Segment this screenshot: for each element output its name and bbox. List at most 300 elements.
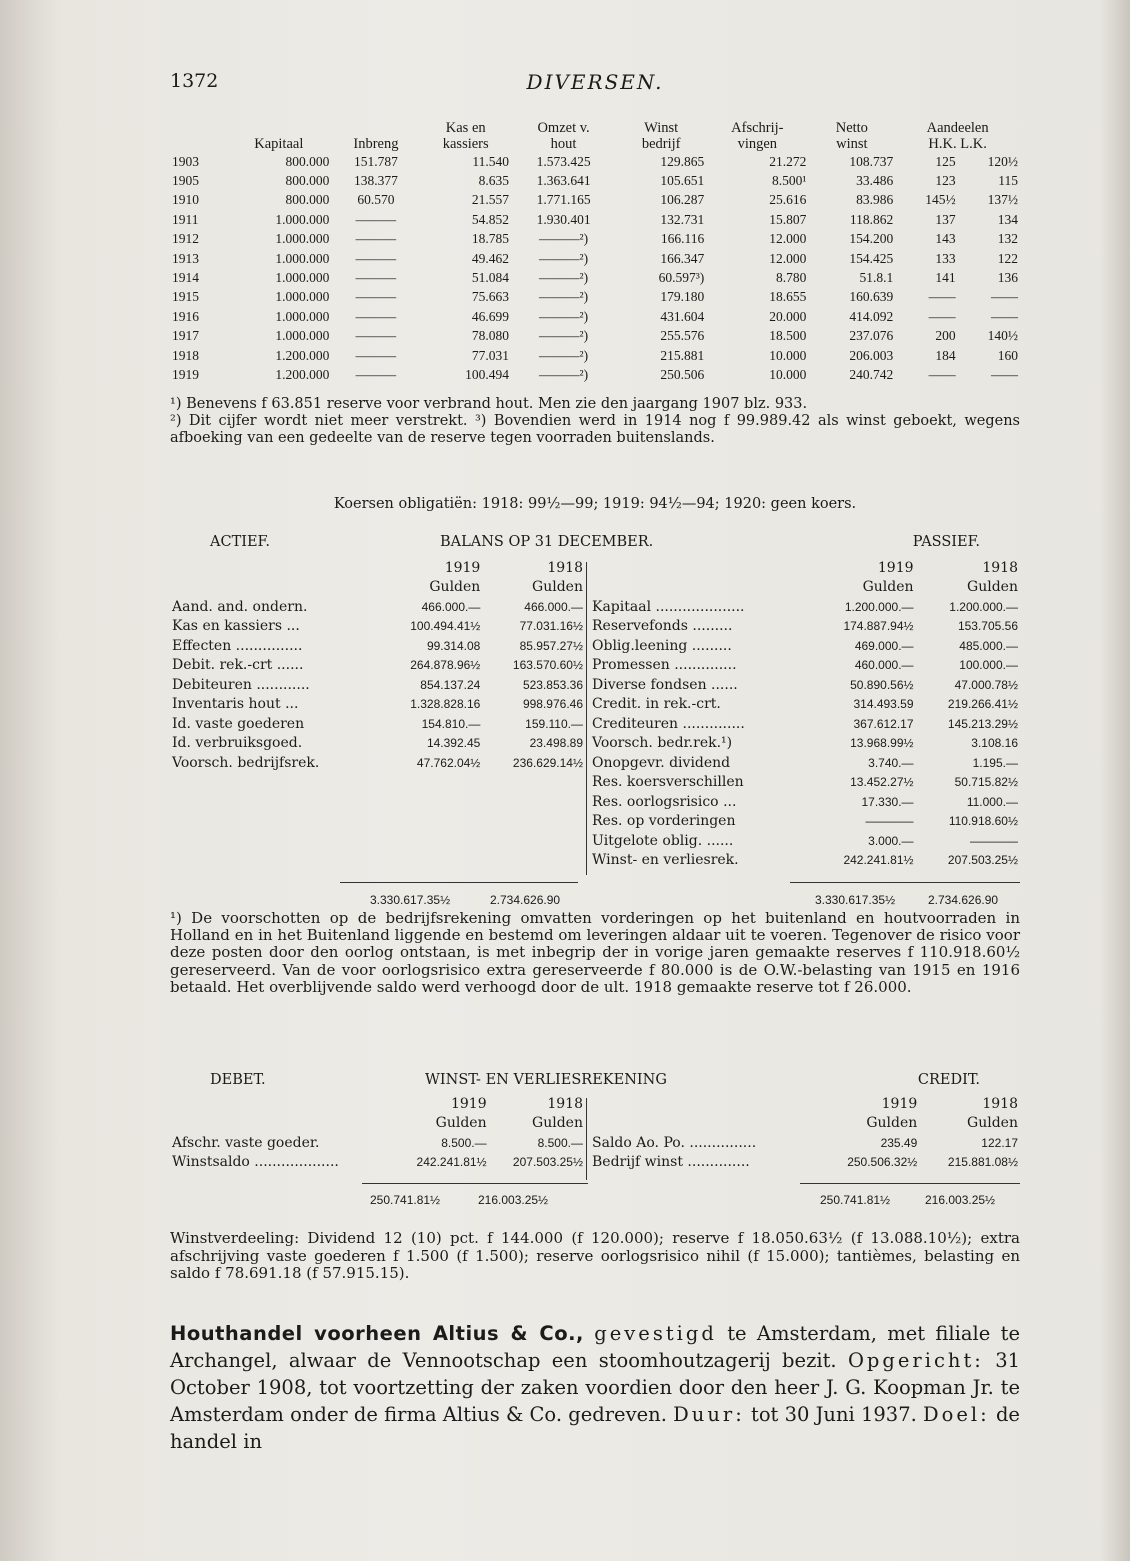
table-cell: 25.616 xyxy=(769,192,807,208)
item-value-1918: 3.108.16 xyxy=(971,736,1018,751)
item-value-1919: 264.878.96½ xyxy=(410,658,481,673)
table-cell: —— xyxy=(991,366,1018,382)
table-cell: 60.570 xyxy=(357,192,395,208)
history-table xyxy=(170,120,1020,385)
table-cell: 10.000 xyxy=(769,366,807,382)
debet-title: DEBET. xyxy=(210,1072,266,1088)
item-value-1918: 236.629.14½ xyxy=(512,755,583,770)
header-line-2: hout xyxy=(550,136,577,152)
currency-label: Gulden xyxy=(435,1115,487,1132)
item-value-1918: 485.000.— xyxy=(959,638,1018,653)
table-cell: 1910 xyxy=(172,192,199,208)
table-cell: 160 xyxy=(997,347,1018,363)
table-cell: 8.635 xyxy=(478,173,509,189)
header-line-2: winst xyxy=(836,136,868,152)
item-value-1918: 50.715.82½ xyxy=(954,775,1018,790)
list-item xyxy=(590,753,1020,773)
table-cell: 11.540 xyxy=(472,153,509,169)
currency-label: Gulden xyxy=(532,1115,583,1132)
currency-label: Gulden xyxy=(967,579,1018,596)
table-cell: 134 xyxy=(997,211,1018,227)
table-cell: 250.506 xyxy=(660,366,705,382)
page-header xyxy=(170,70,1020,100)
item-value-1919: 17.330.— xyxy=(861,794,914,809)
koersen-line: Koersen obligatiën: 1918: 99½—99; 1919: 94½—94; 1920: geen koers. xyxy=(333,496,857,512)
item-value-1919: 250.506.32½ xyxy=(847,1155,918,1170)
pl-titles xyxy=(170,1072,1020,1092)
item-value-1919: ———— xyxy=(865,814,914,829)
currency-label: Gulden xyxy=(532,579,583,596)
table-cell: ———²) xyxy=(539,231,589,247)
header-line-2: Kapitaal xyxy=(254,136,304,152)
table-row xyxy=(170,327,1020,346)
table-cell: 105.651 xyxy=(660,173,705,189)
table-cell: 20.000 xyxy=(769,308,807,324)
table-cell: 1903 xyxy=(172,153,199,169)
table-cell: ———²) xyxy=(539,289,589,305)
table-cell: 800.000 xyxy=(285,173,330,189)
opgericht-label: Opgericht: xyxy=(847,1349,984,1372)
pl-title: WINST- EN VERLIESREKENING xyxy=(425,1072,667,1088)
company-text-1: te Amsterdam, met filiale te Archangel, alwaar de Vennootschap een stoomhoutzagerij bezit. xyxy=(170,1322,1020,1372)
table-cell: ———²) xyxy=(539,347,589,363)
table-cell: 12.000 xyxy=(769,250,807,266)
table-cell: 154.200 xyxy=(849,231,894,247)
table-cell: 51.084 xyxy=(471,270,509,286)
item-label: Res. op vorderingen xyxy=(592,813,736,830)
table-cell: ———²) xyxy=(539,328,589,344)
table-cell: 54.852 xyxy=(471,211,509,227)
table-row xyxy=(170,346,1020,365)
table-cell: 145½ xyxy=(925,192,956,208)
table-cell: 1.000.000 xyxy=(275,289,330,305)
history-table-body xyxy=(170,152,1020,385)
table-cell: ——— xyxy=(355,328,397,344)
list-item xyxy=(590,1153,1020,1173)
item-value-1919: 100.494.41½ xyxy=(410,619,481,634)
table-cell: 137½ xyxy=(987,192,1018,208)
balance-titles xyxy=(170,534,1020,554)
year-1918: 1918 xyxy=(982,1095,1018,1112)
table-cell: 15.807 xyxy=(769,211,807,227)
item-value-1918: ———— xyxy=(970,833,1018,848)
list-item xyxy=(170,617,585,637)
item-value-1919: 3.000.— xyxy=(868,833,914,848)
item-value-1919: 47.762.04½ xyxy=(416,755,481,770)
table-cell: 137 xyxy=(935,211,956,227)
item-value-1918: 207.503.25½ xyxy=(512,1155,583,1170)
item-label: Afschr. vaste goeder. xyxy=(172,1134,320,1151)
item-value-1918: 159.110.— xyxy=(525,716,583,731)
table-cell: ———²) xyxy=(539,308,589,324)
table-cell: 140½ xyxy=(987,328,1018,344)
debet-table xyxy=(170,1094,585,1172)
history-table-header xyxy=(170,120,1020,152)
item-value-1919: 466.000.— xyxy=(421,599,481,614)
list-item xyxy=(590,695,1020,715)
table-cell: 18.655 xyxy=(769,289,807,305)
table-cell: 1913 xyxy=(172,250,199,266)
header-line-1: Winst xyxy=(644,120,679,136)
table-cell: 206.003 xyxy=(849,347,894,363)
list-item xyxy=(170,1153,585,1173)
table-row xyxy=(170,268,1020,287)
year-1919: 1919 xyxy=(450,1095,487,1112)
table-cell: 18.785 xyxy=(471,231,509,247)
table-cell: ——— xyxy=(355,347,397,363)
history-col-header xyxy=(895,120,1020,152)
table-cell: —— xyxy=(991,308,1018,324)
table-cell: 1.200.000 xyxy=(275,347,330,363)
table-cell: ——— xyxy=(355,308,397,324)
item-value-1918: 122.17 xyxy=(981,1135,1018,1150)
item-value-1919: 3.740.— xyxy=(868,755,914,770)
item-label: Res. oorlogsrisico ... xyxy=(592,793,737,810)
list-item xyxy=(590,597,1020,617)
table-cell: ——— xyxy=(355,231,397,247)
rule xyxy=(800,1183,1020,1184)
footnote-balance: ¹) De voorschotten op de bedrijfsrekening omvatten vorderingen op het buitenland en houtvoorraden in Holland en in het Buitenland liggende en bestemd om leveringen aldaar uit te voeren. Tegenover de risico voor deze posten door den oorlog ontstaan, is met inbegrip der in vorige jaren gemaakte reserves f 110.918.60½ gereserveerd. Van de voor oorlogsrisico extra gereserveerde f 80.000 is de O.W.-belasting van 1915 en 1916 betaald. Het overblijvende saldo werd verhoogd door de ult. 1918 gemaakte reserve tot f 26.000. xyxy=(170,909,1020,996)
table-cell: —— xyxy=(928,366,956,382)
item-value-1918: 110.918.60½ xyxy=(948,814,1018,829)
table-cell: 78.080 xyxy=(471,328,509,344)
table-cell: 200 xyxy=(935,328,956,344)
item-label: Onopgevr. dividend xyxy=(592,754,731,771)
company-text-2: 31 October 1908, tot voortzetting der zaken voordien door den heer J. G. Koopman Jr. te Amsterdam onder de firma Altius & Co. gedreven. xyxy=(170,1349,1021,1426)
gevestigd-label: gevestigd xyxy=(594,1322,717,1345)
item-value-1918: 163.570.60½ xyxy=(512,658,583,673)
credit-total-1918: 216.003.25½ xyxy=(925,1193,996,1207)
rule xyxy=(790,882,1020,883)
footnote-2-3: ²) Dit cijfer wordt niet meer verstrekt. ³) Bovendien werd in 1914 nog f 99.989.42 als winst geboekt, wegens afboeking van een gedeelte van de reserve tegen voorraden buitenslands. xyxy=(170,413,1020,446)
table-cell: ———²) xyxy=(539,270,589,286)
balance-divider xyxy=(586,562,587,875)
item-value-1919: 314.493.59 xyxy=(853,697,914,712)
table-cell: 414.092 xyxy=(849,308,894,324)
passief-total-1919: 3.330.617.35½ xyxy=(815,893,896,907)
table-cell: 120½ xyxy=(987,153,1018,169)
table-cell: 1.000.000 xyxy=(275,231,330,247)
table-cell: 240.742 xyxy=(849,366,894,382)
debet-total-1918: 216.003.25½ xyxy=(478,1193,549,1207)
item-label: Res. koersverschillen xyxy=(592,774,744,791)
table-cell: 1.200.000 xyxy=(275,366,330,382)
header-line-2: Inbreng xyxy=(353,136,399,152)
year-1919: 1919 xyxy=(881,1095,918,1112)
table-cell: 1.000.000 xyxy=(275,211,330,227)
list-item xyxy=(590,812,1020,832)
table-row xyxy=(170,152,1020,171)
item-value-1918: 47.000.78½ xyxy=(954,677,1018,692)
table-cell: 1911 xyxy=(172,211,199,227)
table-cell: 255.576 xyxy=(660,328,705,344)
table-cell: 141 xyxy=(935,270,956,286)
table-cell: 108.737 xyxy=(849,153,894,169)
table-cell: ——— xyxy=(355,366,397,382)
header-line-2: bedrijf xyxy=(641,136,681,152)
history-col-header xyxy=(808,120,895,152)
table-cell: 60.597³) xyxy=(658,270,705,286)
table-cell: 166.347 xyxy=(660,250,705,266)
item-value-1918: 8.500.— xyxy=(537,1135,583,1150)
table-cell: 136 xyxy=(997,270,1018,286)
item-value-1919: 1.200.000.— xyxy=(844,599,914,614)
table-cell: 1.573.425 xyxy=(536,153,591,169)
table-cell: 800.000 xyxy=(285,153,330,169)
history-col-header xyxy=(170,120,226,152)
history-col-header xyxy=(616,120,706,152)
item-label: Diverse fondsen ...... xyxy=(592,676,738,693)
item-label: Debit. rek.-crt ...... xyxy=(172,657,304,674)
table-cell: ———²) xyxy=(539,250,589,266)
credit-table xyxy=(590,1094,1020,1172)
item-value-1918: 466.000.— xyxy=(524,599,583,614)
item-value-1919: 242.241.81½ xyxy=(416,1155,487,1170)
table-cell: 138.377 xyxy=(353,173,398,189)
year-1918: 1918 xyxy=(547,1095,583,1112)
item-label: Kas en kassiers ... xyxy=(172,618,300,635)
history-col-header xyxy=(420,120,511,152)
list-item xyxy=(590,792,1020,812)
table-cell: 431.604 xyxy=(660,308,705,324)
list-item xyxy=(590,675,1020,695)
item-label: Reservefonds ......... xyxy=(592,618,733,635)
credit-title: CREDIT. xyxy=(917,1072,980,1088)
table-cell: 83.986 xyxy=(856,192,894,208)
list-item xyxy=(170,1133,585,1153)
table-cell: 18.500 xyxy=(769,328,807,344)
table-cell: ———²) xyxy=(539,366,589,382)
item-value-1918: 77.031.16½ xyxy=(519,619,583,634)
table-cell: —— xyxy=(991,289,1018,305)
item-label: Winstsaldo ................... xyxy=(172,1154,339,1171)
actief-total-1918: 2.734.626.90 xyxy=(490,893,561,907)
table-cell: 129.865 xyxy=(660,153,705,169)
item-label: Bedrijf winst .............. xyxy=(592,1154,750,1171)
table-cell: 151.787 xyxy=(353,153,398,169)
item-value-1919: 367.612.17 xyxy=(853,716,914,731)
table-cell: 143 xyxy=(935,231,956,247)
table-cell: 237.076 xyxy=(849,328,894,344)
item-value-1919: 13.968.99½ xyxy=(850,736,914,751)
item-label: Effecten ............... xyxy=(172,637,303,654)
list-item xyxy=(170,597,585,617)
table-cell: 125 xyxy=(935,153,956,169)
table-cell: 10.000 xyxy=(769,347,807,363)
actief-table xyxy=(170,558,585,773)
company-text-3: tot 30 Juni 1937. xyxy=(750,1403,917,1426)
table-cell: 115 xyxy=(998,173,1018,189)
balance-title: BALANS OP 31 DECEMBER. xyxy=(440,534,654,550)
table-cell: 49.462 xyxy=(471,250,509,266)
table-cell: 1.000.000 xyxy=(275,250,330,266)
item-value-1919: 460.000.— xyxy=(854,658,914,673)
table-cell: 1915 xyxy=(172,289,199,305)
header-line-1: Afschrij- xyxy=(731,120,784,136)
list-item xyxy=(590,773,1020,793)
company-entry xyxy=(170,1320,1020,1455)
rule xyxy=(340,882,578,883)
item-value-1918: 1.195.— xyxy=(972,755,1018,770)
item-value-1919: 235.49 xyxy=(880,1135,918,1150)
item-value-1918: 23.498.89 xyxy=(529,736,583,751)
item-label: Uitgelote oblig. ...... xyxy=(592,832,734,849)
table-cell: —— xyxy=(928,308,956,324)
item-value-1919: 154.810.— xyxy=(421,716,481,731)
table-row xyxy=(170,249,1020,268)
header-line-2: H.K. L.K. xyxy=(928,136,987,152)
item-label: Credit. in rek.-crt. xyxy=(592,696,721,713)
table-cell: 166.116 xyxy=(660,231,705,247)
list-item xyxy=(590,831,1020,851)
actief-total-1919: 3.330.617.35½ xyxy=(370,893,451,907)
table-cell: 1.771.165 xyxy=(536,192,591,208)
item-value-1918: 11.000.— xyxy=(966,794,1018,809)
item-value-1919: 13.452.27½ xyxy=(850,775,914,790)
page-title: DIVERSEN. xyxy=(526,70,664,94)
year-1919: 1919 xyxy=(444,559,481,576)
table-cell: 123 xyxy=(935,173,956,189)
history-col-header xyxy=(706,120,808,152)
currency-label: Gulden xyxy=(429,579,481,596)
list-item xyxy=(590,1133,1020,1153)
table-cell: 1912 xyxy=(172,231,199,247)
table-cell: 132 xyxy=(997,231,1018,247)
table-cell: 1914 xyxy=(172,270,199,286)
item-label: Voorsch. bedrijfsrek. xyxy=(172,754,320,771)
header-line-1: Netto xyxy=(835,120,868,136)
item-value-1918: 215.881.08½ xyxy=(947,1155,1018,1170)
doel-label: Doel: xyxy=(923,1403,990,1426)
list-item xyxy=(170,753,585,773)
table-cell: 1918 xyxy=(172,347,199,363)
table-cell: 122 xyxy=(997,250,1018,266)
table-cell: 179.180 xyxy=(660,289,705,305)
table-cell: 33.486 xyxy=(856,173,894,189)
table-cell: 1.000.000 xyxy=(275,270,330,286)
list-item xyxy=(590,656,1020,676)
table-cell: 1919 xyxy=(172,366,199,382)
table-cell: 8.500¹ xyxy=(771,173,807,189)
currency-label: Gulden xyxy=(862,579,914,596)
item-label: Id. vaste goederen xyxy=(172,715,305,732)
item-label: Aand. and. ondern. xyxy=(172,598,308,615)
table-cell: 12.000 xyxy=(769,231,807,247)
table-cell: 118.862 xyxy=(849,211,894,227)
list-item xyxy=(170,656,585,676)
year-1919: 1919 xyxy=(877,559,914,576)
list-item xyxy=(170,675,585,695)
history-col-header xyxy=(226,120,331,152)
duur-label: Duur: xyxy=(673,1403,745,1426)
list-item xyxy=(590,617,1020,637)
debet-total-1919: 250.741.81½ xyxy=(370,1193,441,1207)
credit-total-1919: 250.741.81½ xyxy=(820,1193,891,1207)
item-value-1918: 998.976.46 xyxy=(522,697,583,712)
table-cell: 106.287 xyxy=(660,192,705,208)
item-label: Saldo Ao. Po. ............... xyxy=(592,1134,757,1151)
passief-total-1918: 2.734.626.90 xyxy=(928,893,999,907)
table-row xyxy=(170,210,1020,229)
table-cell: ——— xyxy=(355,270,397,286)
item-label: Id. verbruiksgoed. xyxy=(172,735,303,752)
item-label: Oblig.leening ......... xyxy=(592,637,732,654)
company-name: Houthandel voorheen Altius & Co., xyxy=(170,1322,584,1345)
item-value-1918: 153.705.56 xyxy=(957,619,1018,634)
table-cell: 100.494 xyxy=(465,366,509,382)
table-cell: 1905 xyxy=(172,173,199,189)
table-cell: 1.930.401 xyxy=(536,211,591,227)
winstverdeeling: Winstverdeeling: Dividend 12 (10) pct. f 144.000 (f 120.000); reserve f 18.050.63½ (f 13.088.10½); extra afschrijving vaste goederen f 1.500 (f 1.500); reserve oorlogsrisico nihil (f 15.000); tantièmes, belasting en saldo f 78.691.18 (f 57.915.15). xyxy=(170,1229,1020,1282)
history-col-header xyxy=(511,120,616,152)
footnote-1: ¹) Benevens f 63.851 reserve voor verbrand hout. Men zie den jaargang 1907 blz. 933. xyxy=(170,396,808,412)
table-cell: 184 xyxy=(935,347,956,363)
item-label: Winst- en verliesrek. xyxy=(592,852,739,869)
table-cell: 21.557 xyxy=(471,192,509,208)
header-line-1: Kas en xyxy=(445,120,486,136)
table-cell: 46.699 xyxy=(471,308,509,324)
table-cell: 21.272 xyxy=(769,153,807,169)
list-item xyxy=(170,714,585,734)
table-cell: 77.031 xyxy=(471,347,509,363)
rule xyxy=(362,1183,588,1184)
table-row xyxy=(170,191,1020,210)
table-cell: ——— xyxy=(355,250,397,266)
header-line-2: vingen xyxy=(737,136,778,152)
currency-label: Gulden xyxy=(967,1115,1018,1132)
item-value-1918: 100.000.— xyxy=(959,658,1018,673)
table-cell: 133 xyxy=(935,250,956,266)
item-label: Inventaris hout ... xyxy=(172,696,299,713)
company-text-4: de handel in xyxy=(170,1403,1020,1453)
item-value-1919: 8.500.— xyxy=(441,1135,487,1150)
table-cell: 160.639 xyxy=(849,289,894,305)
table-cell: 800.000 xyxy=(285,192,330,208)
table-cell: 1.000.000 xyxy=(275,328,330,344)
table-row xyxy=(170,171,1020,190)
header-line-1: Aandeelen xyxy=(926,120,989,136)
history-col-header xyxy=(331,120,420,152)
year-1918: 1918 xyxy=(982,559,1018,576)
footnotes-top xyxy=(170,396,1020,447)
passief-title: PASSIEF. xyxy=(912,534,980,550)
table-cell: 8.780 xyxy=(776,270,807,286)
table-row xyxy=(170,365,1020,384)
header-line-1: Omzet v. xyxy=(537,120,590,136)
table-cell: 1.363.641 xyxy=(536,173,591,189)
item-value-1919: 469.000.— xyxy=(854,638,914,653)
header-line-2: kassiers xyxy=(442,136,489,152)
item-label: Voorsch. bedr.rek.¹) xyxy=(592,735,733,752)
passief-table xyxy=(590,558,1020,870)
page-number: 1372 xyxy=(170,70,219,92)
table-cell: ——— xyxy=(355,211,397,227)
table-cell: ——— xyxy=(355,289,397,305)
list-item xyxy=(590,734,1020,754)
list-item xyxy=(590,851,1020,871)
item-value-1918: 85.957.27½ xyxy=(519,638,583,653)
item-value-1919: 1.328.828.16 xyxy=(410,697,481,712)
actief-title: ACTIEF. xyxy=(210,534,270,550)
item-value-1919: 174.887.94½ xyxy=(843,619,914,634)
list-item xyxy=(170,695,585,715)
table-row xyxy=(170,230,1020,249)
table-cell: 154.425 xyxy=(849,250,894,266)
item-value-1918: 1.200.000.— xyxy=(949,599,1018,614)
item-value-1918: 219.266.41½ xyxy=(947,697,1018,712)
item-label: Debiteuren ............ xyxy=(172,676,310,693)
list-item xyxy=(590,714,1020,734)
